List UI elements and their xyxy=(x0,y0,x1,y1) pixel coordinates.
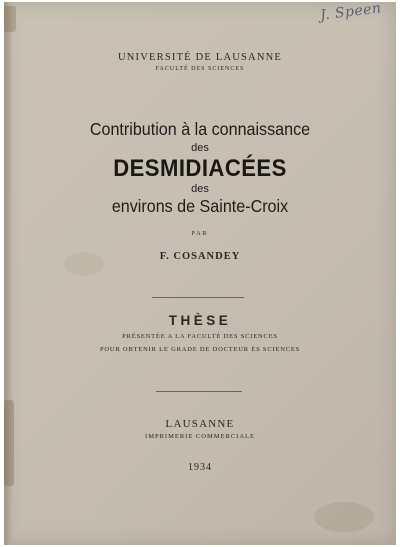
printer-name: IMPRIMERIE COMMERCIALE xyxy=(145,433,255,440)
thesis-presented-line: PRÉSENTÉE A LA FACULTÉ DES SCIENCES xyxy=(122,333,278,340)
paper-stain xyxy=(314,502,374,532)
by-label: PAR xyxy=(191,231,209,237)
edge-stain xyxy=(4,6,16,32)
title-main: DESMIDIACÉES xyxy=(113,155,287,182)
edge-stain xyxy=(4,400,14,486)
thesis-heading: THÈSE xyxy=(168,313,232,328)
author-name: F. COSANDEY xyxy=(159,251,241,262)
thesis-degree-line: POUR OBTENIR LE GRADE DE DOCTEUR ÈS SCIENCES xyxy=(99,346,301,353)
title-line-3: environs de Sainte-Croix xyxy=(111,196,289,216)
divider-rule xyxy=(156,391,242,392)
university-name: UNIVERSITÉ DE LAUSANNE xyxy=(117,52,283,63)
publication-year: 1934 xyxy=(188,462,212,473)
publication-city: LAUSANNE xyxy=(165,418,235,430)
divider-rule xyxy=(152,297,244,298)
title-connector-1: des xyxy=(191,142,209,154)
faculty-name: FACULTÉ DES SCIENCES xyxy=(155,66,245,72)
title-connector-2: des xyxy=(191,183,209,195)
title-line-1: Contribution à la connaissance xyxy=(89,119,311,139)
handwritten-signature: J. Speen xyxy=(319,0,383,24)
